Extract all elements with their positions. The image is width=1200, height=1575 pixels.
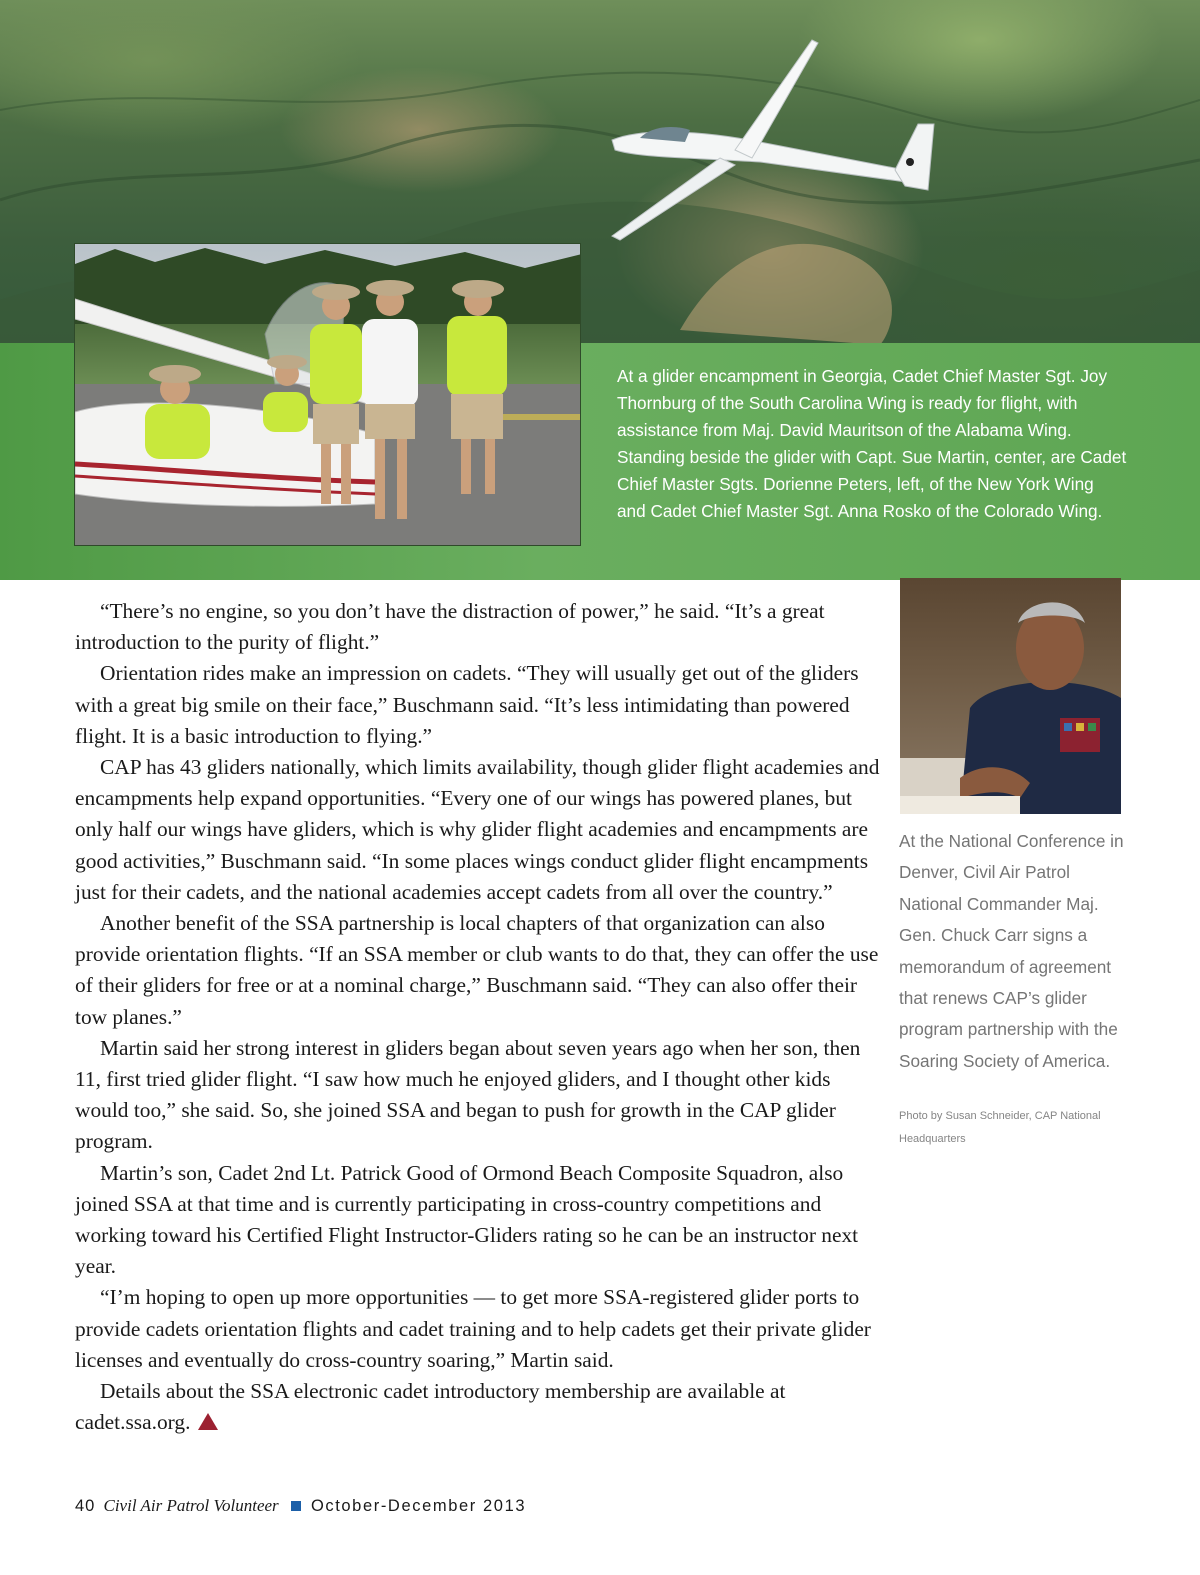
article-paragraph: “There’s no engine, so you don’t have the distraction of power,” he said. “It’s a great introduction to the purity of flight.” bbox=[75, 599, 825, 655]
article-paragraph-text: Details about the SSA electronic cadet introductory membership are available at cadet.ssa.org. bbox=[75, 1379, 786, 1435]
page-footer bbox=[75, 1496, 526, 1516]
page-number: 40 bbox=[75, 1497, 96, 1515]
photo-credit: Photo by Susan Schneider, CAP National Headquarters bbox=[899, 1110, 1101, 1145]
article-paragraph: “I’m hoping to open up more opportunities — to get more SSA-registered glider ports to provide cadets orientation flights and cadet training and to help cadets get their private glider licenses and eventually do cross-country soaring,” Martin said. bbox=[75, 1285, 871, 1372]
encampment-photo bbox=[74, 243, 581, 546]
encampment-photo-caption: At a glider encampment in Georgia, Cadet Chief Master Sgt. Joy Thornburg of the South Carolina Wing is ready for flight, with assistance from Maj. David Mauritson of the Alabama Wing. Standing beside the glider with Capt. Sue Martin, center, are Cadet Chief Master Sgts. Dorienne Peters, left, of the New York Wing and Cadet Chief Master Sgt. Anna Rosko of the Colorado Wing. bbox=[617, 366, 1127, 521]
commander-photo-caption: At the National Conference in Denver, Civil Air Patrol National Commander Maj. Gen. Chuck Carr signs a memorandum of agreement that renews CAP’s glider program partnership with the Soaring Society of America. bbox=[899, 831, 1124, 1071]
article-paragraph: Martin’s son, Cadet 2nd Lt. Patrick Good of Ormond Beach Composite Squadron, also joined SSA at that time and is currently participating in cross-country competitions and working toward his Certified Flight Instructor-Gliders rating so he can be an instructor next year. bbox=[75, 1160, 859, 1279]
article-paragraph-last bbox=[75, 1376, 881, 1438]
footer-separator-square-icon bbox=[291, 1501, 301, 1511]
article-paragraph: Another benefit of the SSA partnership is local chapters of that organization can also provide orientation flights. “If an SSA member or club wants to do that, they can offer the use of their gliders for free or at a nominal charge,” Buschmann said. “They can also offer their tow planes.” bbox=[75, 911, 879, 1029]
article-paragraph: Orientation rides make an impression on cadets. “They will usually get out of the gliders with a great big smile on their face,” Buschmann said. “It’s less intimidating than powered flight. It is a basic introduction to flying.” bbox=[75, 661, 859, 748]
publication-name: Civil Air Patrol Volunteer bbox=[103, 1496, 279, 1515]
article-paragraph: Martin said her strong interest in gliders began about seven years ago when her son, then 11, first tried glider flight. “I saw how much he enjoyed gliders, and I thought other kids would too,” she said. So, she joined SSA and began to push for growth in the CAP glider program. bbox=[75, 1035, 861, 1154]
end-of-article-triangle-icon bbox=[198, 1413, 218, 1430]
article-body bbox=[75, 596, 881, 1438]
glider-graphic bbox=[612, 40, 934, 240]
article-paragraph: CAP has 43 gliders nationally, which limits availability, though glider flight academies and encampments help expand opportunities. “Every one of our wings has powered planes, but only half our wings have gliders, which is why glider flight academies and encampments are good activities,” Buschmann said. “In some places wings conduct glider flight encampments just for their cadets, and the national academies accept cadets from all over the country.” bbox=[75, 755, 880, 904]
encampment-illustration bbox=[75, 244, 581, 546]
commander-signing-photo bbox=[900, 578, 1121, 814]
commander-illustration bbox=[900, 578, 1121, 814]
issue-date: October-December 2013 bbox=[310, 1497, 527, 1515]
